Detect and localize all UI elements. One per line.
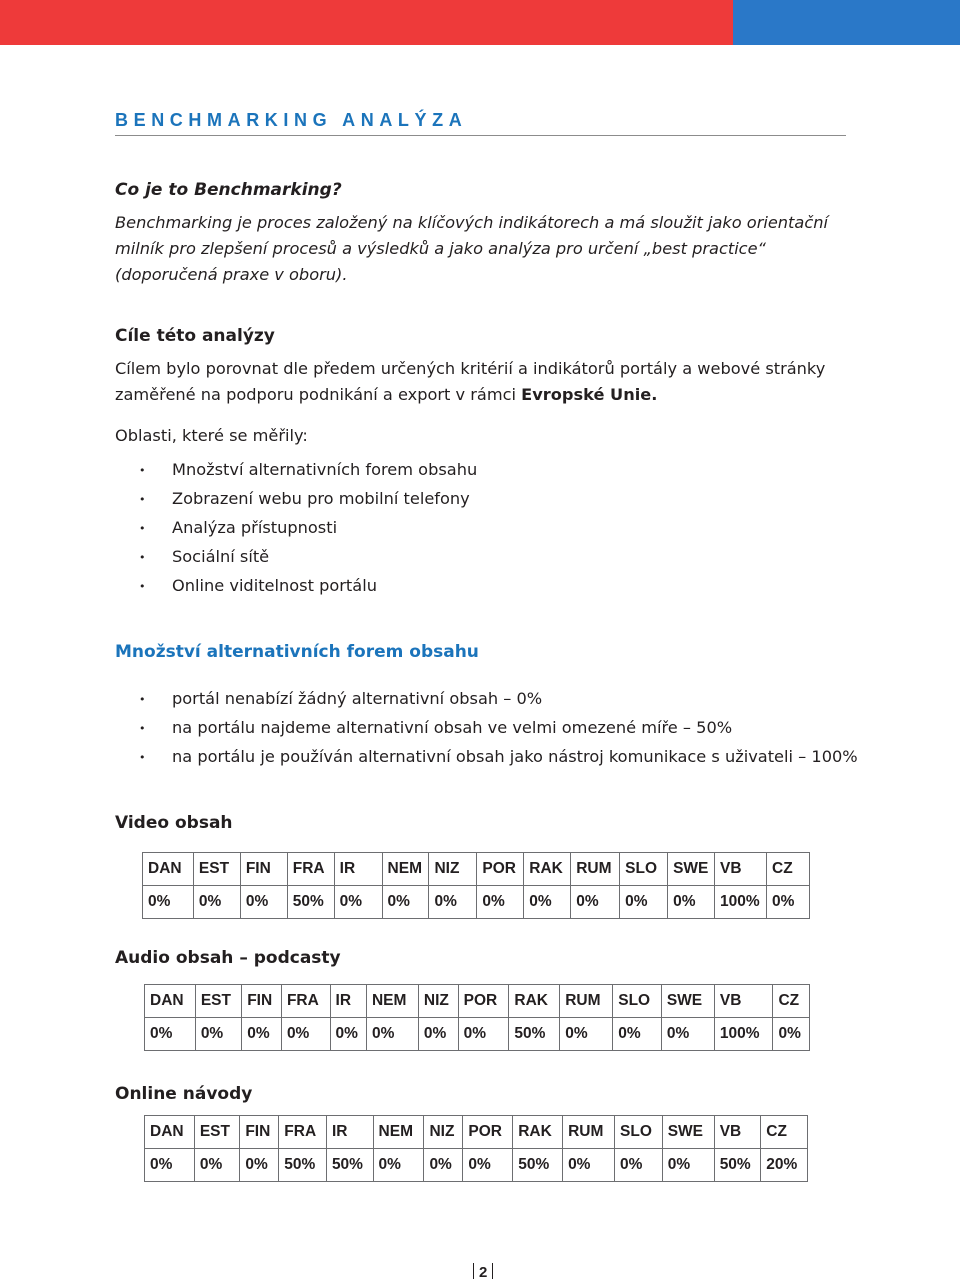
what-is-text: Benchmarking je proces založený na klíčových indikátorech a má sloužit jako orientační milník pro zlepšení procesů a výsledků a jako analýza pro určení „best practice“ (doporučená praxe v oboru).	[115, 213, 828, 284]
table-cell: IR	[334, 853, 382, 886]
table-cell: RUM	[563, 1116, 615, 1149]
table-cell: 0%	[366, 1018, 418, 1051]
table-cell: 50%	[509, 1018, 560, 1051]
table-cell: SWE	[662, 1116, 714, 1149]
table-cell: NEM	[373, 1116, 424, 1149]
alt-content-list	[115, 684, 858, 771]
audio-table	[144, 984, 810, 1051]
table-row	[143, 886, 810, 919]
list-item-text: Zobrazení webu pro mobilní telefony	[172, 489, 470, 508]
header-bar-red	[0, 0, 733, 45]
bullet-icon: •	[139, 493, 146, 506]
table-cell: 0%	[330, 1018, 366, 1051]
table-cell: FIN	[240, 853, 287, 886]
bullet-icon: •	[139, 722, 146, 735]
table-cell: 0%	[195, 1018, 241, 1051]
list-item	[115, 542, 477, 571]
page-title: BENCHMARKING ANALÝZA	[115, 110, 468, 130]
goals-text-main: Cílem bylo porovnat dle předem určených kritérií a indikátorů portály a webové stránky zaměřené na podporu podnikání a export v rámci	[115, 359, 826, 404]
table-header-row	[143, 853, 810, 886]
table-cell: 0%	[242, 1018, 282, 1051]
table-cell: FRA	[287, 853, 334, 886]
table-cell: FRA	[281, 985, 330, 1018]
table-cell: POR	[477, 853, 524, 886]
audio-heading: Audio obsah – podcasty	[115, 948, 341, 968]
table-cell: 0%	[143, 886, 194, 919]
bullet-icon: •	[139, 580, 146, 593]
table-cell: RUM	[560, 985, 613, 1018]
table-cell: 50%	[287, 886, 334, 919]
table-cell: 0%	[463, 1149, 513, 1182]
list-item-text: Online viditelnost portálu	[172, 576, 377, 595]
table-cell: 0%	[668, 886, 715, 919]
goals-text	[115, 356, 855, 408]
table-cell: RAK	[509, 985, 560, 1018]
table-cell: 0%	[613, 1018, 662, 1051]
table-cell: 50%	[279, 1149, 327, 1182]
areas-label: Oblasti, které se měřily:	[115, 426, 308, 445]
table-cell: 0%	[373, 1149, 424, 1182]
bullet-icon: •	[139, 464, 146, 477]
list-item	[115, 484, 477, 513]
table-cell: SLO	[620, 853, 668, 886]
title-divider	[115, 135, 846, 136]
table-cell: 0%	[560, 1018, 613, 1051]
bullet-icon: •	[139, 751, 146, 764]
table-cell: IR	[326, 1116, 373, 1149]
table-cell: 100%	[715, 886, 767, 919]
list-item	[115, 455, 477, 484]
table-cell: SLO	[613, 985, 662, 1018]
list-item-text: Sociální sítě	[172, 547, 270, 566]
table-cell: CZ	[767, 853, 810, 886]
table-cell: 0%	[773, 1018, 810, 1051]
video-heading: Video obsah	[115, 813, 233, 833]
bullet-icon: •	[139, 522, 146, 535]
list-item-text: portál nenabízí žádný alternativní obsah – 0%	[172, 689, 543, 708]
table-cell: 0%	[194, 1149, 240, 1182]
what-is-heading: Co je to Benchmarking?	[115, 180, 342, 200]
guides-heading: Online návody	[115, 1084, 253, 1104]
table-cell: NIZ	[424, 1116, 463, 1149]
table-cell: 0%	[524, 886, 571, 919]
table-header-row	[145, 1116, 808, 1149]
list-item-text: na portálu je používán alternativní obsah jako nástroj komunikace s uživateli – 100%	[172, 747, 858, 766]
table-cell: 0%	[661, 1018, 714, 1051]
list-item	[115, 742, 858, 771]
table-cell: 0%	[424, 1149, 463, 1182]
table-cell: 0%	[563, 1149, 615, 1182]
list-item	[115, 513, 477, 542]
table-cell: POR	[463, 1116, 513, 1149]
list-item	[115, 684, 858, 713]
list-item-text: Analýza přístupnosti	[172, 518, 338, 537]
table-cell: FIN	[240, 1116, 279, 1149]
page-number	[468, 1263, 498, 1281]
table-cell: 0%	[334, 886, 382, 919]
alt-content-heading: Množství alternativních forem obsahu	[115, 642, 479, 662]
table-cell: SWE	[661, 985, 714, 1018]
table-cell: NEM	[382, 853, 429, 886]
table-cell: DAN	[143, 853, 194, 886]
table-row	[145, 1149, 808, 1182]
header-bar-blue	[733, 0, 960, 45]
video-table	[142, 852, 810, 919]
table-cell: EST	[193, 853, 240, 886]
table-cell: 0%	[429, 886, 477, 919]
table-cell: 0%	[615, 1149, 663, 1182]
table-cell: 0%	[145, 1149, 195, 1182]
table-cell: 20%	[761, 1149, 808, 1182]
table-cell: 0%	[458, 1018, 509, 1051]
table-cell: EST	[195, 985, 241, 1018]
bullet-icon: •	[139, 693, 146, 706]
table-cell: NEM	[366, 985, 418, 1018]
table-cell: IR	[330, 985, 366, 1018]
table-cell: 0%	[240, 1149, 279, 1182]
page-number-separator	[492, 1263, 493, 1279]
table-cell: FIN	[242, 985, 282, 1018]
table-cell: NIZ	[429, 853, 477, 886]
table-cell: 0%	[418, 1018, 458, 1051]
list-item-text: na portálu najdeme alternativní obsah ve velmi omezené míře – 50%	[172, 718, 733, 737]
list-item-text: Množství alternativních forem obsahu	[172, 460, 478, 479]
table-cell: RAK	[524, 853, 571, 886]
table-cell: NIZ	[418, 985, 458, 1018]
page-number-separator	[473, 1263, 474, 1279]
bullet-icon: •	[139, 551, 146, 564]
table-cell: 50%	[714, 1149, 761, 1182]
table-cell: VB	[714, 985, 773, 1018]
table-cell: EST	[194, 1116, 240, 1149]
table-cell: FRA	[279, 1116, 327, 1149]
table-cell: 0%	[662, 1149, 714, 1182]
list-item	[115, 713, 858, 742]
table-cell: SWE	[668, 853, 715, 886]
areas-list	[115, 455, 477, 600]
page-number-value: 2	[479, 1264, 488, 1281]
goals-text-bold: Evropské Unie.	[521, 385, 658, 404]
table-cell: 100%	[714, 1018, 773, 1051]
table-cell: RUM	[571, 853, 620, 886]
table-cell: VB	[715, 853, 767, 886]
table-cell: 0%	[193, 886, 240, 919]
table-cell: SLO	[615, 1116, 663, 1149]
table-cell: CZ	[761, 1116, 808, 1149]
table-cell: 50%	[326, 1149, 373, 1182]
goals-heading: Cíle této analýzy	[115, 326, 275, 346]
table-cell: 0%	[145, 1018, 196, 1051]
table-cell: 0%	[240, 886, 287, 919]
table-cell: 0%	[281, 1018, 330, 1051]
table-cell: POR	[458, 985, 509, 1018]
table-cell: 50%	[513, 1149, 563, 1182]
table-cell: VB	[714, 1116, 761, 1149]
table-cell: 0%	[620, 886, 668, 919]
table-cell: 0%	[477, 886, 524, 919]
table-cell: RAK	[513, 1116, 563, 1149]
table-row	[145, 1018, 810, 1051]
table-cell: CZ	[773, 985, 810, 1018]
table-cell: 0%	[767, 886, 810, 919]
table-cell: DAN	[145, 985, 196, 1018]
table-cell: DAN	[145, 1116, 195, 1149]
table-header-row	[145, 985, 810, 1018]
list-item	[115, 571, 477, 600]
table-cell: 0%	[382, 886, 429, 919]
guides-table	[144, 1115, 808, 1182]
table-cell: 0%	[571, 886, 620, 919]
